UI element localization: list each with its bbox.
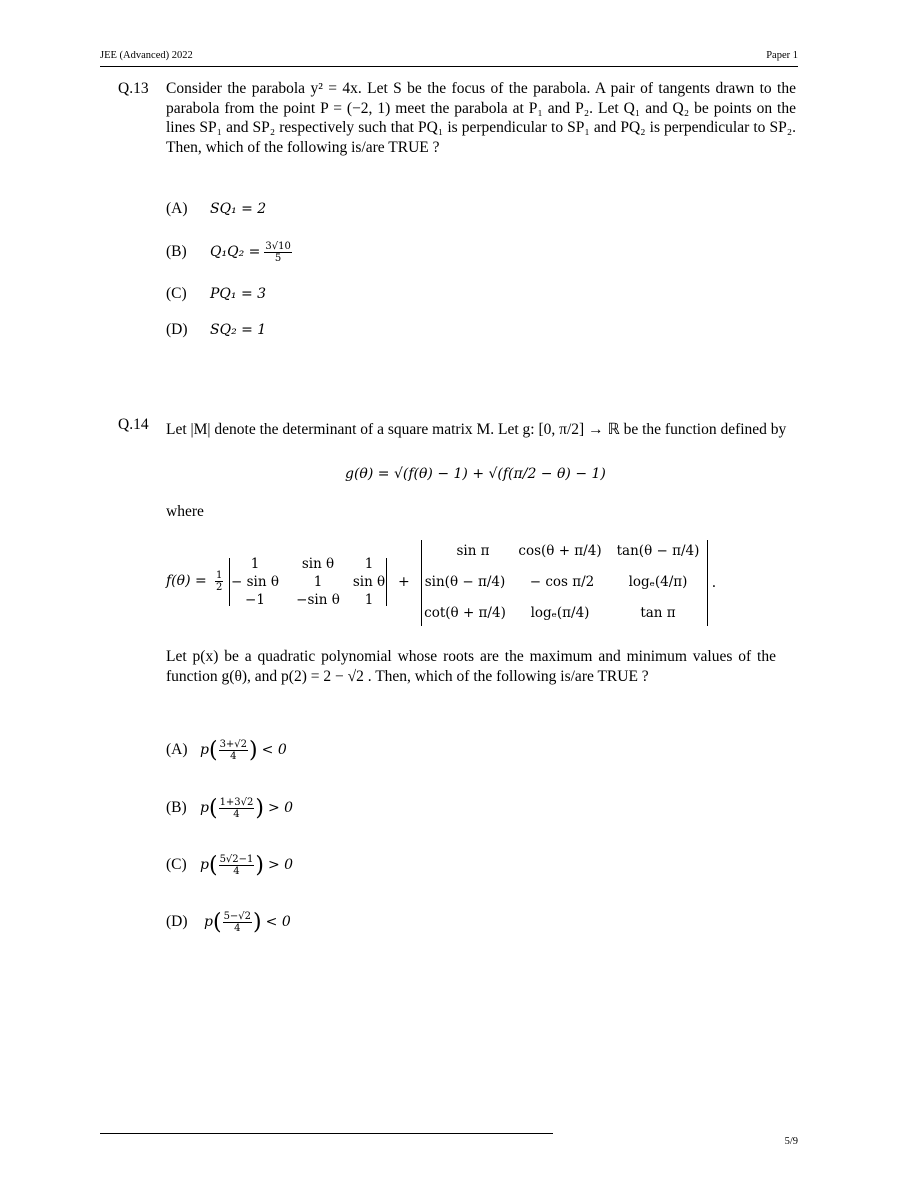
option-label: (C) <box>166 285 187 302</box>
det1-cell: 1 <box>250 556 260 572</box>
page-number: 5/9 <box>784 1136 798 1147</box>
det1-cell: sin θ <box>301 556 335 572</box>
option-fraction: $\frac{3+√2}{4}$ <box>219 738 248 762</box>
option-label: (D) <box>166 321 188 338</box>
left-paren: ( <box>208 737 218 763</box>
right-paren: ) <box>255 852 264 878</box>
q13-option-c[interactable] <box>166 282 266 306</box>
option-expr: SQ₁ = 2 <box>210 201 267 217</box>
option-label: (A) <box>166 200 188 217</box>
question-14-text: Let p(x) be a quadratic polynomial whose roots are the maximum and minimum values of the function g(θ), and p(2) = 2 − √2 . Then, which of the following is/are TRUE ? <box>166 648 776 685</box>
det2-cell: sin(θ − π/4) <box>424 574 506 590</box>
p-symbol: p <box>200 800 209 816</box>
footer-rule <box>100 1133 553 1134</box>
option-relation: > 0 <box>268 800 294 816</box>
plus-sign: + <box>398 574 410 590</box>
page-header <box>100 50 798 67</box>
option-label: (D) <box>166 913 188 930</box>
q14-option-b[interactable] <box>166 796 293 820</box>
left-paren: ( <box>208 852 218 878</box>
option-fraction: $\frac{1+3√2}{4}$ <box>219 796 254 820</box>
det1-cell: −1 <box>245 592 265 608</box>
option-label: (C) <box>166 856 187 873</box>
det1-left-bar <box>229 558 230 606</box>
det2-cell: − cos π/2 <box>529 574 595 590</box>
left-paren: ( <box>212 909 222 935</box>
det1-cell: − sin θ <box>231 574 279 590</box>
det2-right-bar <box>707 540 708 626</box>
det2-cell: logₑ(4/π) <box>628 574 688 590</box>
q13-option-d[interactable] <box>166 318 266 342</box>
option-relation: < 0 <box>265 914 291 930</box>
right-paren: ) <box>255 795 264 821</box>
option-fraction: $\frac{3√10}{5}$ <box>265 240 291 264</box>
option-expr-lhs: Q₁Q₂ = <box>210 244 261 260</box>
q14-option-d[interactable] <box>166 910 291 934</box>
paper-label: Paper 1 <box>766 50 798 61</box>
det1-cell: 1 <box>364 592 374 608</box>
question-14-intro: Let |M| denote the determinant of a square matrix M. Let g: [0, π/2] → ℝ be the function defined by <box>166 421 787 438</box>
det1-cell: 1 <box>364 556 374 572</box>
option-relation: > 0 <box>268 857 294 873</box>
option-relation: < 0 <box>261 742 287 758</box>
p-symbol: p <box>200 857 209 873</box>
det1-cell: sin θ <box>352 574 386 590</box>
det2-cell: cos(θ + π/4) <box>518 543 602 559</box>
question-number-13: Q.13 <box>118 80 149 97</box>
question-13-text: Consider the parabola y² = 4x. Let S be the focus of the parabola. A pair of tangents drawn to the parabola from the point P = (−2, 1) meet the parabola at P₁ and P₂. Let Q₁ and Q₂ be points on the lines SP₁ and SP₂ respectively such that PQ₁ is perpendicular to SP₁ and PQ₂ is perpendicular to SP₂. Then, which of the following is/are TRUE ? <box>166 80 796 156</box>
option-expr: SQ₂ = 1 <box>210 322 267 338</box>
q13-option-a[interactable] <box>166 197 266 221</box>
det2-cell: tan π <box>640 605 676 621</box>
q13-option-b[interactable] <box>166 240 293 264</box>
q14-option-a[interactable] <box>166 738 287 762</box>
det1-cell: −sin θ <box>296 592 340 608</box>
det2-left-bar <box>421 540 422 626</box>
question-number-14: Q.14 <box>118 416 149 433</box>
option-fraction: $\frac{5-√2}{4}$ <box>223 910 252 934</box>
f-lhs: f(θ) = <box>166 573 207 589</box>
option-label: (B) <box>166 243 187 260</box>
det2-cell: tan(θ − π/4) <box>616 543 700 559</box>
det1-right-bar <box>386 558 387 606</box>
option-label: (A) <box>166 741 188 758</box>
left-paren: ( <box>208 795 218 821</box>
q14-option-c[interactable] <box>166 853 293 877</box>
where-label: where <box>166 503 204 520</box>
option-fraction: $\frac{5√2-1}{4}$ <box>219 853 254 877</box>
option-label: (B) <box>166 799 187 816</box>
p-symbol: p <box>204 914 213 930</box>
right-paren: ) <box>249 737 258 763</box>
exam-title: JEE (Advanced) 2022 <box>100 50 193 61</box>
det2-cell: logₑ(π/4) <box>530 605 590 621</box>
det2-cell: cot(θ + π/4) <box>424 605 506 621</box>
g-definition: g(θ) = √(f(θ) − 1) + √(f(π/2 − θ) − 1) <box>345 466 606 482</box>
half-fraction: $\frac{1}{2}$ <box>216 570 223 593</box>
p-symbol: p <box>200 742 209 758</box>
det2-cell: sin π <box>456 543 490 559</box>
det1-cell: 1 <box>313 574 323 590</box>
option-expr: PQ₁ = 3 <box>210 286 267 302</box>
right-paren: ) <box>253 909 262 935</box>
period: . <box>712 574 716 591</box>
